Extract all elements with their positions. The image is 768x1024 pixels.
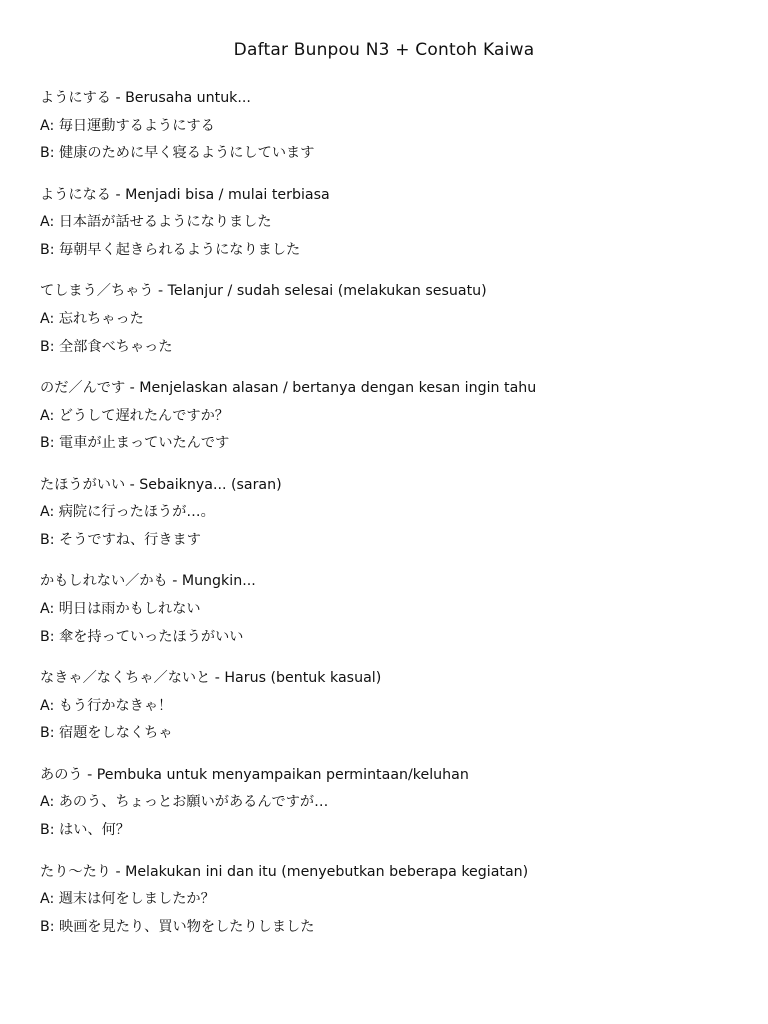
page-title: Daftar Bunpou N3 + Contoh Kaiwa [233, 40, 535, 60]
example-a: A: もう行かなきゃ！ [40, 697, 173, 714]
grammar-heading: なきゃ／なくちゃ／ないと - Harus (bentuk kasual) [40, 670, 382, 687]
grammar-heading: あのう - Pembuka untuk menyampaikan permintaan/keluhan [40, 766, 469, 783]
grammar-entry [40, 185, 740, 282]
grammar-heading: てしまう／ちゃう - Telanjur / sudah selesai (melakukan sesuatu) [40, 283, 487, 300]
grammar-heading: ようになる - Menjadi bisa / mulai terbiasa [40, 186, 330, 203]
grammar-heading: ようにする - Berusaha untuk... [40, 90, 251, 106]
grammar-heading: かもしれない／かも - Mungkin... [40, 573, 256, 590]
grammar-entry [40, 475, 740, 572]
grammar-entry [40, 571, 740, 668]
grammar-entry [40, 668, 740, 765]
example-a: A: 病院に行ったほうが…。 [40, 504, 215, 521]
example-b: B: はい、何？ [40, 822, 130, 838]
example-b: B: 毎朝早く起きられるようになりました [40, 241, 301, 258]
grammar-entry [40, 88, 740, 185]
example-b: B: 健康のために早く寝るようにしています [40, 145, 315, 162]
example-b: B: 映画を見たり、買い物をしたりしました [40, 918, 315, 935]
grammar-list [40, 88, 740, 958]
grammar-entry [40, 862, 740, 959]
example-a: A: 忘れちゃった [40, 310, 144, 327]
example-b: B: 全部食べちゃった [40, 338, 173, 355]
example-b: B: 傘を持っていったほうがいい [40, 628, 244, 645]
grammar-heading: たほうがいい - Sebaiknya... (saran) [40, 476, 282, 493]
grammar-heading: のだ／んです - Menjelaskan alasan / bertanya dengan kesan ingin tahu [40, 380, 537, 397]
example-b: B: 宿題をしなくちゃ [40, 725, 173, 742]
grammar-entry [40, 765, 740, 862]
example-a: A: あのう、ちょっとお願いがあるんですが… [40, 794, 329, 811]
grammar-entry [40, 378, 740, 475]
grammar-heading: たり～たり - Melakukan ini dan itu (menyebutkan beberapa kegiatan) [40, 863, 529, 880]
example-b: B: 電車が止まっていたんです [40, 435, 230, 452]
example-a: A: どうして遅れたんですか？ [40, 407, 229, 424]
grammar-entry [40, 281, 740, 378]
example-a: A: 明日は雨かもしれない [40, 601, 201, 618]
example-a: A: 日本語が話せるようになりました [40, 214, 272, 231]
example-a: A: 週末は何をしましたか？ [40, 891, 215, 908]
example-a: A: 毎日運動するようにする [40, 117, 215, 134]
example-b: B: そうですね、行きます [40, 531, 201, 548]
